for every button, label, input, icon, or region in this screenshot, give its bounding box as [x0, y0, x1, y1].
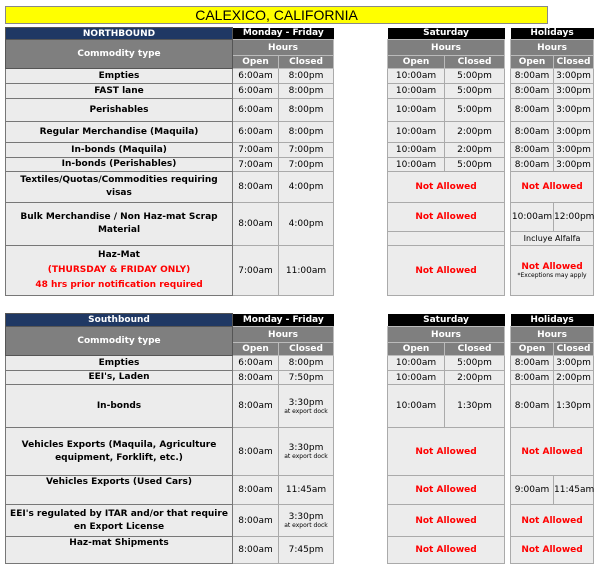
open-time: 8:00am	[511, 385, 554, 428]
commodity-name: Empties	[6, 356, 233, 371]
close-time: 8:00pm	[279, 99, 334, 122]
open-time: 6:00am	[233, 356, 279, 371]
commodity-name: In-bonds	[6, 385, 233, 428]
close-time: 8:00pm	[279, 84, 334, 99]
not-allowed: Not Allowed	[511, 428, 594, 476]
hazmat-cell	[6, 246, 233, 296]
close-time: 7:50pm	[279, 371, 334, 385]
commodity-type-header: Commodity type	[6, 40, 233, 69]
table-row	[6, 246, 594, 296]
close-time: 5:00pm	[445, 99, 505, 122]
open-time: 10:00am	[388, 356, 445, 371]
close-time: 2:00pm	[445, 371, 505, 385]
close-time: 11:00am	[279, 246, 334, 296]
close-time-cell	[279, 385, 334, 428]
saturday-header: Saturday	[388, 314, 505, 327]
close-time: 7:00pm	[279, 143, 334, 158]
open-time: 10:00am	[388, 69, 445, 84]
close-time: 5:00pm	[445, 158, 505, 172]
not-allowed-with-exception	[511, 246, 594, 296]
closed-header: Closed	[554, 343, 594, 356]
close-time: 3:00pm	[554, 84, 594, 99]
hours-header: Hours	[511, 327, 594, 343]
not-allowed: Not Allowed	[388, 537, 505, 564]
open-header: Open	[511, 56, 554, 69]
commodity-name: Bulk Merchandise / Non Haz-mat Scrap Material	[6, 203, 233, 246]
mon-fri-header: Monday - Friday	[233, 314, 334, 327]
close-time: 3:00pm	[554, 143, 594, 158]
hours-header: Hours	[511, 40, 594, 56]
export-dock-note: at export dock	[284, 453, 328, 460]
close-time: 5:00pm	[445, 84, 505, 99]
open-time: 10:00am	[388, 122, 445, 143]
commodity-type-header: Commodity type	[6, 327, 233, 356]
table-row	[6, 143, 594, 158]
commodity-name: Regular Merchandise (Maquila)	[6, 122, 233, 143]
open-time: 8:00am	[511, 356, 554, 371]
holidays-header: Holidays	[511, 28, 594, 40]
not-allowed: Not Allowed	[388, 172, 505, 203]
commodity-name: Vehicles Exports (Used Cars)	[6, 476, 233, 505]
commodity-name: Empties	[6, 69, 233, 84]
table-row	[6, 537, 594, 564]
open-time: 6:00am	[233, 69, 279, 84]
commodity-name: Haz-mat Shipments	[6, 537, 233, 564]
commodity-name: Haz-Mat	[98, 250, 140, 260]
export-dock-note: at export dock	[284, 522, 328, 529]
not-allowed: Not Allowed	[388, 428, 505, 476]
commodity-name: Vehicles Exports (Maquila, Agriculture equipment, Forklift, etc.)	[6, 428, 233, 476]
commodity-name: EEI's, Laden	[6, 371, 233, 385]
closed-header: Closed	[279, 56, 334, 69]
hazmat-days-note: (THURSDAY & FRIDAY ONLY)	[47, 265, 191, 275]
open-time: 8:00am	[233, 385, 279, 428]
open-time: 10:00am	[388, 99, 445, 122]
table-row	[6, 172, 594, 203]
close-time: 1:30pm	[445, 385, 505, 428]
table-row	[6, 371, 594, 385]
open-time: 8:00am	[511, 143, 554, 158]
exception-note: *Exceptions may apply	[517, 272, 587, 279]
close-time: 3:30pm	[288, 443, 324, 453]
open-time: 8:00am	[233, 505, 279, 537]
open-time: 8:00am	[233, 537, 279, 564]
close-time: 12:00pm	[554, 203, 594, 232]
northbound-table	[5, 27, 594, 296]
hours-header: Hours	[388, 40, 505, 56]
close-time: 4:00pm	[279, 172, 334, 203]
open-time: 10:00am	[388, 371, 445, 385]
open-time: 6:00am	[233, 84, 279, 99]
open-time: 8:00am	[233, 172, 279, 203]
table-row	[6, 385, 594, 428]
closed-header: Closed	[279, 343, 334, 356]
close-time: 5:00pm	[445, 356, 505, 371]
close-time: 3:00pm	[554, 158, 594, 172]
open-time: 8:00am	[511, 371, 554, 385]
close-time: 4:00pm	[279, 203, 334, 246]
not-allowed: Not Allowed	[511, 172, 594, 203]
open-header: Open	[233, 343, 279, 356]
close-time: 5:00pm	[445, 69, 505, 84]
open-time: 8:00am	[511, 84, 554, 99]
open-time: 8:00am	[233, 476, 279, 505]
open-time: 8:00am	[511, 69, 554, 84]
commodity-name: Textiles/Quotas/Commodities requiring visas	[6, 172, 233, 203]
close-time-cell	[279, 505, 334, 537]
not-allowed: Not Allowed	[511, 537, 594, 564]
close-time: 2:00pm	[554, 371, 594, 385]
close-time: 11:45am	[279, 476, 334, 505]
table-row	[6, 122, 594, 143]
close-time: 3:00pm	[554, 356, 594, 371]
northbound-heading: NORTHBOUND	[6, 28, 233, 40]
table-row	[6, 69, 594, 84]
export-dock-note: at export dock	[284, 407, 328, 415]
open-header: Open	[388, 343, 445, 356]
holidays-header: Holidays	[511, 314, 594, 327]
close-time: 7:00pm	[279, 158, 334, 172]
close-time: 3:30pm	[288, 397, 324, 408]
close-time: 11:45am	[554, 476, 594, 505]
closed-header: Closed	[445, 56, 505, 69]
commodity-name: EEI's regulated by ITAR and/or that require en Export License	[6, 505, 233, 537]
open-time: 7:00am	[233, 246, 279, 296]
commodity-name: In-bonds (Perishables)	[6, 158, 233, 172]
closed-header: Closed	[554, 56, 594, 69]
open-header: Open	[233, 56, 279, 69]
commodity-name: Perishables	[6, 99, 233, 122]
open-time: 6:00am	[233, 122, 279, 143]
open-time: 10:00am	[511, 203, 554, 232]
table-row	[6, 428, 594, 476]
hours-header: Hours	[233, 40, 334, 56]
hours-header: Hours	[233, 327, 334, 343]
close-time: 8:00pm	[279, 69, 334, 84]
not-allowed: Not Allowed	[388, 505, 505, 537]
not-allowed: Not Allowed	[388, 476, 505, 505]
close-time: 2:00pm	[445, 143, 505, 158]
open-time: 8:00am	[233, 203, 279, 246]
open-time: 10:00am	[388, 84, 445, 99]
open-header: Open	[511, 343, 554, 356]
open-time: 10:00am	[388, 158, 445, 172]
open-time: 10:00am	[388, 385, 445, 428]
not-allowed: Not Allowed	[511, 505, 594, 537]
close-time: 1:30pm	[554, 385, 594, 428]
close-time: 7:45pm	[279, 537, 334, 564]
saturday-header: Saturday	[388, 28, 505, 40]
open-time: 9:00am	[511, 476, 554, 505]
open-header: Open	[388, 56, 445, 69]
table-row	[6, 99, 594, 122]
open-time: 7:00am	[233, 158, 279, 172]
open-time: 8:00am	[511, 99, 554, 122]
southbound-heading: Southbound	[6, 314, 233, 327]
close-time-cell	[279, 428, 334, 476]
commodity-name: FAST lane	[6, 84, 233, 99]
open-time: 8:00am	[511, 122, 554, 143]
open-time: 8:00am	[233, 428, 279, 476]
hours-header: Hours	[388, 327, 505, 343]
close-time: 8:00pm	[279, 122, 334, 143]
mon-fri-header: Monday - Friday	[233, 28, 334, 40]
close-time: 3:30pm	[288, 512, 324, 522]
table-row	[6, 476, 594, 505]
table-row	[6, 84, 594, 99]
southbound-table	[5, 313, 594, 564]
hazmat-notice-note: 48 hrs prior notification required	[35, 280, 203, 290]
holiday-note: Incluye Alfalfa	[511, 232, 594, 246]
open-time: 8:00am	[511, 158, 554, 172]
commodity-name: In-bonds (Maquila)	[6, 143, 233, 158]
table-row	[6, 356, 594, 371]
close-time: 8:00pm	[279, 356, 334, 371]
close-time: 3:00pm	[554, 69, 594, 84]
page-title: CALEXICO, CALIFORNIA	[5, 6, 548, 24]
not-allowed: Not Allowed	[388, 203, 505, 232]
close-time: 2:00pm	[445, 122, 505, 143]
not-allowed: Not Allowed	[388, 246, 505, 296]
table-row	[6, 158, 594, 172]
close-time: 3:00pm	[554, 122, 594, 143]
open-time: 8:00am	[233, 371, 279, 385]
not-allowed: Not Allowed	[521, 262, 583, 272]
open-time: 7:00am	[233, 143, 279, 158]
open-time: 10:00am	[388, 143, 445, 158]
table-row	[6, 505, 594, 537]
table-row	[6, 203, 594, 232]
close-time: 3:00pm	[554, 99, 594, 122]
closed-header: Closed	[445, 343, 505, 356]
open-time: 6:00am	[233, 99, 279, 122]
